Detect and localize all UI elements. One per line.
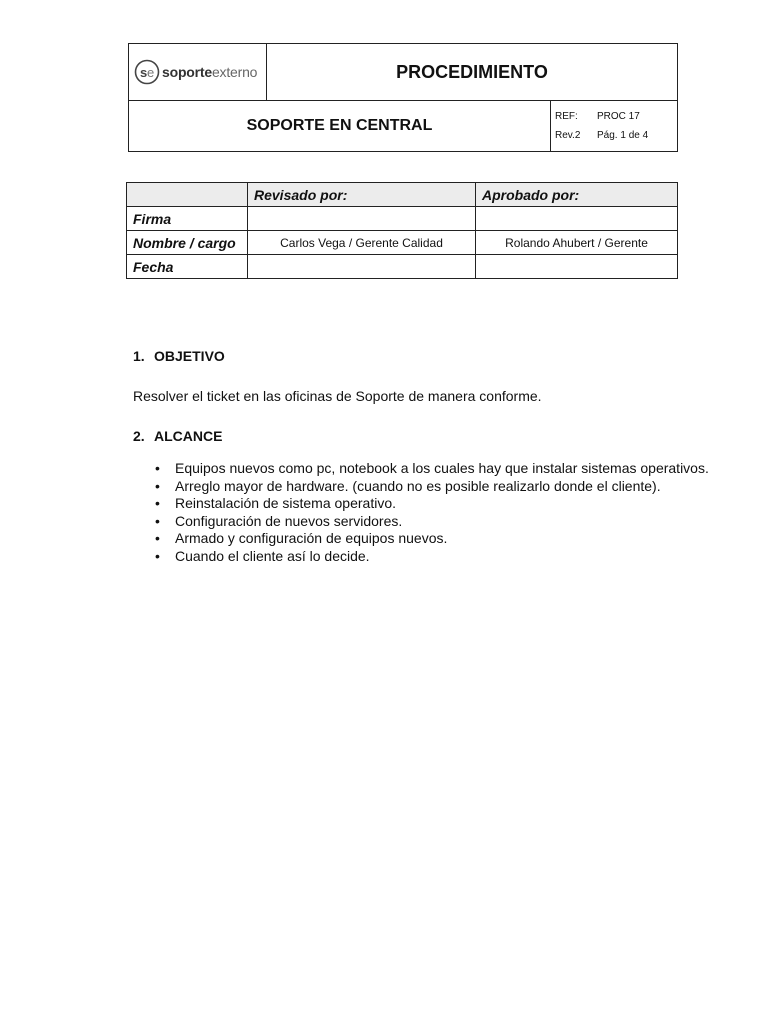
logo-light-text: externo xyxy=(211,64,258,80)
list-item: • Cuando el cliente así lo decide. xyxy=(155,548,710,566)
doc-type-title: PROCEDIMIENTO xyxy=(267,44,678,101)
logo-bold-text: soporte xyxy=(162,64,212,80)
section-title: OBJETIVO xyxy=(154,348,225,364)
approvals-table xyxy=(126,182,678,279)
approvals-row-nombre xyxy=(127,231,678,255)
doc-subtitle: SOPORTE EN CENTRAL xyxy=(129,101,551,152)
company-logo xyxy=(129,59,266,85)
logo-wordmark xyxy=(162,64,257,80)
approvals-row-fecha xyxy=(127,255,678,279)
document-header-table xyxy=(128,43,678,152)
section-heading-objetivo xyxy=(133,348,225,364)
section-title: ALCANCE xyxy=(154,428,223,444)
svg-text:s: s xyxy=(140,65,148,80)
row-label: Nombre / cargo xyxy=(127,231,248,255)
page-label: Pág. 1 de 4 xyxy=(597,130,649,141)
approvals-header-empty xyxy=(127,183,248,207)
row-label: Fecha xyxy=(127,255,248,279)
list-item: • Configuración de nuevos servidores. xyxy=(155,513,710,531)
section-number: 1. xyxy=(133,348,145,364)
rev-label: Rev.2 xyxy=(555,130,581,141)
approvals-header-row xyxy=(127,183,678,207)
approvals-row-firma xyxy=(127,207,678,231)
row-label: Firma xyxy=(127,207,248,231)
ref-label: REF: xyxy=(555,111,578,122)
list-item: • Arreglo mayor de hardware. (cuando no es posible realizarlo donde el cliente). xyxy=(155,478,710,496)
logo-cell xyxy=(129,44,267,101)
nombre-aprobado-cell: Rolando Ahubert / Gerente xyxy=(476,231,678,255)
alcance-bullet-list xyxy=(155,460,710,565)
nombre-revisado-cell: Carlos Vega / Gerente Calidad xyxy=(248,231,476,255)
approvals-header-aprobado: Aprobado por: xyxy=(476,183,678,207)
approvals-header-revisado: Revisado por: xyxy=(248,183,476,207)
logo-mark-icon xyxy=(134,59,160,85)
firma-aprobado-cell xyxy=(476,207,678,231)
fecha-aprobado-cell xyxy=(476,255,678,279)
list-item: • Armado y configuración de equipos nuevos. xyxy=(155,530,710,548)
ref-cell xyxy=(551,101,678,152)
objetivo-paragraph: Resolver el ticket en las oficinas de Soporte de manera conforme. xyxy=(133,388,542,404)
ref-value: PROC 17 xyxy=(597,111,640,122)
svg-text:e: e xyxy=(147,65,155,80)
list-item: • Equipos nuevos como pc, notebook a los cuales hay que instalar sistemas operativos. xyxy=(155,460,710,478)
section-heading-alcance xyxy=(133,428,222,444)
firma-revisado-cell xyxy=(248,207,476,231)
fecha-revisado-cell xyxy=(248,255,476,279)
section-number: 2. xyxy=(133,428,145,444)
list-item: • Reinstalación de sistema operativo. xyxy=(155,495,710,513)
